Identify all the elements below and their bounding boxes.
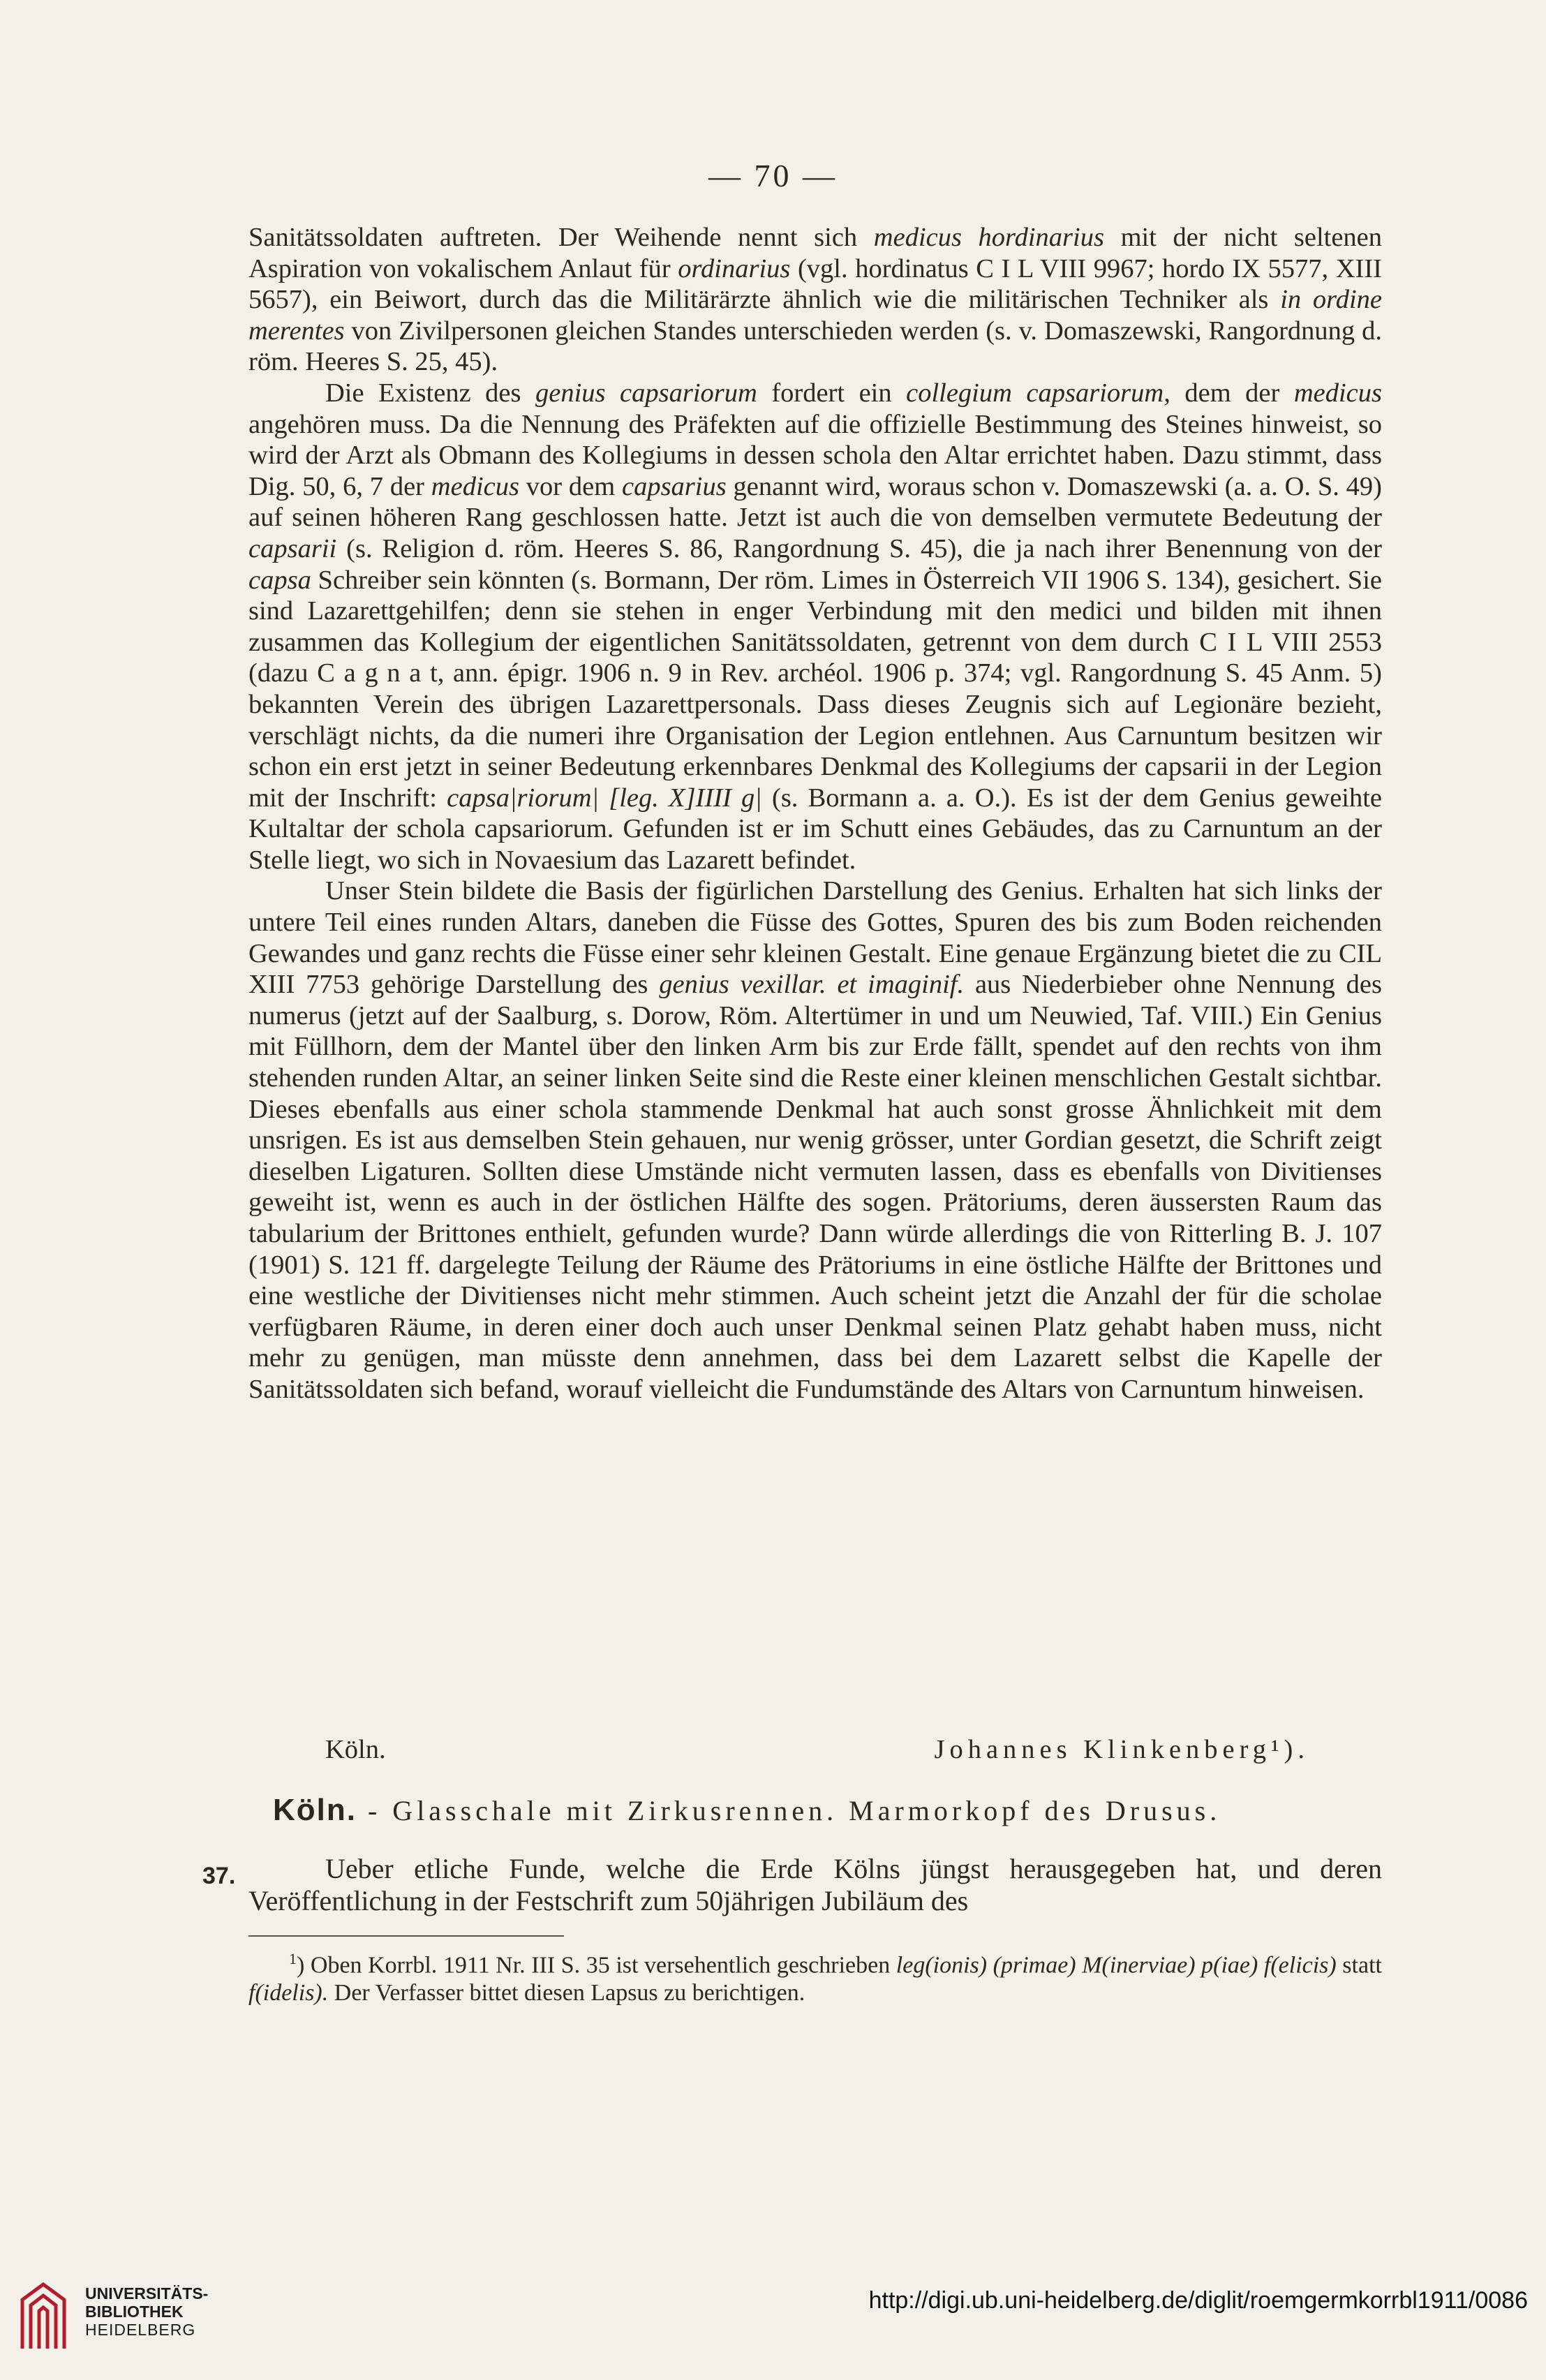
entry-paragraph: Ueber etliche Funde, welche die Erde Kölns jüngst herausgegeben hat, und deren Veröffentlichung in der Festschrift zum 50jährigen Jubiläum des (248, 1853, 1382, 1916)
italic-term: capsarius (621, 471, 727, 501)
body-paragraph (248, 875, 1382, 1405)
text-run: Unser Stein bildete die Basis der figürlichen Darstellung des Genius. Erhalten hat sich links der untere Teil eines runden Altars, daneben die Füsse des Gottes, Spuren des bis zum Boden reichenden Gewandes und ganz rechts die Füsse einer sehr kleinen Gestalt. Eine genaue Ergänzung bietet die zu CIL XIII 7753 gehörige Darstellung des (248, 876, 1382, 1000)
text-run: Oben Korrbl. 1911 Nr. III S. 35 ist versehentlich geschrieben (304, 1952, 896, 1979)
library-logo-icon (15, 2279, 71, 2356)
italic-term: medicus (1293, 378, 1382, 408)
italic-term: ordinarius (678, 253, 791, 283)
article-closing (325, 1734, 1309, 1765)
text-run: statt (1336, 1952, 1382, 1979)
closing-place: Köln. (325, 1735, 386, 1764)
body-paragraph (248, 222, 1382, 378)
italic-term: capsa|riorum| [leg. X]IIII g| (447, 783, 762, 813)
italic-term: capsa (248, 565, 311, 595)
text-run: vor dem (519, 471, 622, 501)
italic-term: genius vexillar. et imaginif. (659, 970, 965, 1000)
text-run: genannt wird, woraus schon v. Domaszewski (a. a. O. S. 49) auf seinen höheren Rang geschlossen hatte. Jetzt ist auch die von demselben vermutete Bedeutung der (248, 471, 1382, 533)
text-run: aus Niederbieber ohne Nennung des numerus (jetzt auf der Saalburg, s. Dorow, Röm. Altertümer in und um Neuwied, Taf. VIII.) Ein Genius mit Füllhorn, dem der Mantel über den linken Arm bis zur Erde fällt, spendet auf den rechts von ihm stehenden runden Altar, an seiner linken Seite sind die Reste einer kleinen menschlichen Gestalt sichtbar. Dieses ebenfalls aus einer schola stammende Denkmal hat auch sonst grosse Ähnlichkeit mit dem unsrigen. Es ist aus demselben Stein gehauen, nur wenig grösser, unter Gordian gesetzt, die Schrift zeigt dieselben Ligaturen. Sollten diese Umstände nicht vermuten lassen, dass es ebenfalls von Divitienses geweiht ist, wenn es auch in der östlichen Hälfte des sogen. Prätoriums, deren äussersten Raum das tabularium der Brittones enthielt, gefunden wurde? Dann würde allerdings die von Ritterling B. J. 107 (1901) S. 121 ff. dargelegte Teilung der Räume des Prätoriums in eine östliche Hälfte der Brittones und eine westliche der Divitienses nicht mehr stimmen. Auch scheint jetzt die Anzahl der für die scholae verfügbaren Räume, in deren einer doch auch unser Denkmal seinen Platz gehabt haben muss, nicht mehr zu genügen, man müsste denn annehmen, dass bei dem Lazarett selbst die Kapelle der Sanitätssoldaten sich befand, worauf vielleicht die Fundumstände des Altars von Carnuntum hinweisen. (248, 970, 1383, 1404)
text-run: (s. Religion d. röm. Heeres S. 86, Rangordnung S. 45), die ja nach ihrer Benennung von der (336, 533, 1382, 563)
text-run: Die Existenz des (325, 378, 535, 408)
text-run: fordert ein (757, 378, 907, 408)
body-paragraph (248, 378, 1382, 876)
text-run: angehören muss. Da die Nennung des Präfekten auf die offizielle Bestimmung des Steines hinweist, so wird der Arzt als Obmann des Kollegiums in dessen schola den Altar errichtet haben. Dazu stimmt, dass Dig. 50, 6, 7 der (248, 409, 1382, 501)
entry-number: 37. (202, 1863, 236, 1889)
section-title: - Glasschale mit Zirkusrennen. Marmorkopf des Drusus. (367, 1795, 1221, 1826)
italic-term: medicus (431, 471, 519, 501)
page-number: — 70 — (708, 158, 838, 193)
footnote (248, 1945, 1382, 2007)
library-line-2: BIBLIOTHEK (85, 2303, 184, 2321)
library-name (85, 2284, 208, 2339)
text-run: Schreiber sein könnten (s. Bormann, Der röm. Limes in Österreich VII 1906 S. 134), gesichert. Sie sind Lazarettgehilfen; denn sie stehen in enger Verbindung mit den medici und bilden mit ihnen zusammen das Kollegium der eigentlichen Sanitätssoldaten, getrennt von dem durch C I L VIII 2553 (dazu C a g n a t, ann. épigr. 1906 n. 9 in Rev. archéol. 1906 p. 374; vgl. Rangordnung S. 45 Anm. 5) bekannten Verein des übrigen Lazarettpersonals. Dass dieses Zeugnis sich auf Legionäre bezieht, verschlägt nichts, da die numeri ihre Organisation der Legion entlehnen. Aus Carnuntum besitzen wir schon ein erst jetzt in seiner Bedeutung erkennbares Denkmal des Kollegiums der capsarii in der Legion mit der Inschrift: (248, 565, 1382, 813)
text-run: mit der nicht seltenen Aspiration von vokalischem Anlaut für (248, 223, 1383, 283)
footnote-paragraph: $^1$) Oben Korrbl. 1911 Nr. III S. 35 ist versehentlich geschrieben leg(ionis) (primae) M(inerviae) p(iae) f(elicis) statt f(idelis). Der Verfasser bittet diesen Lapsus zu berichtigen. (248, 1950, 1382, 2006)
footnote-marker: 1 (289, 1950, 297, 1967)
italic-term: genius capsariorum (535, 378, 757, 408)
italic-term: capsarii (248, 533, 337, 563)
library-line-3: HEIDELBERG (85, 2321, 196, 2339)
footnote-divider (248, 1935, 564, 1937)
text-run: Sanitätssoldaten auftreten. Der Weihende nennt sich (248, 223, 874, 252)
italic-term: medicus hordinarius (873, 223, 1104, 252)
italic-term: collegium capsariorum, (906, 378, 1170, 408)
digitization-footer (0, 2262, 1546, 2380)
italic-term: in ordine merentes (248, 285, 1382, 346)
italic-term: f(idelis). (248, 1980, 329, 2006)
section-heading (273, 1793, 1362, 1828)
text-run: (vgl. hordinatus C I L VIII 9967; hordo IX 5577, XIII 5657), ein Beiwort, durch das die Militärärzte ähnlich wie die militärischen Techniker als (248, 253, 1382, 315)
text-run: (s. Bormann a. a. O.). Es ist der dem Genius geweihte Kultaltar der schola capsariorum. Gefunden ist er im Schutt eines Gebäudes, das zu Carnuntum an der Stelle liegt, wo sich in Novaesium das Lazarett befindet. (248, 783, 1383, 875)
section-place: Köln. (273, 1793, 357, 1827)
source-url-link[interactable]: http://digi.ub.uni-heidelberg.de/diglit/roemgermkorrbl1911/0086 (868, 2287, 1528, 2314)
article-body (248, 222, 1382, 1405)
library-line-1: UNIVERSITÄTS- (85, 2284, 209, 2303)
text-run: von Zivilpersonen gleichen Standes unterschieden werden (s. v. Domaszewski, Rangordnung d. röm. Heeres S. 25, 45). (248, 316, 1382, 377)
entry-text (248, 1853, 1382, 1917)
italic-term: leg(ionis) (primae) M(inerviae) p(iae) f(elicis) (895, 1952, 1337, 1979)
text-run: Der Verfasser bittet diesen Lapsus zu berichtigen. (328, 1980, 805, 2006)
author-signature: Johannes Klinkenberg¹). (934, 1735, 1309, 1764)
text-run: dem der (1170, 378, 1294, 408)
